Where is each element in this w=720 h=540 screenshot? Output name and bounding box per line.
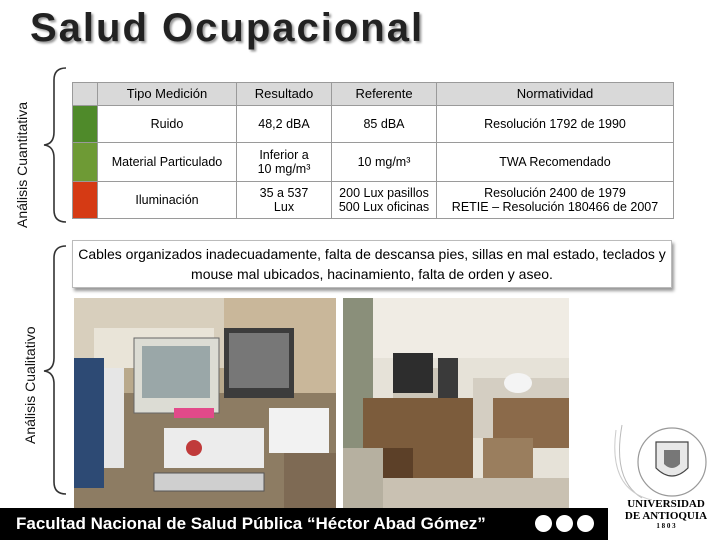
footer-bar: Facultad Nacional de Salud Pública “Héctor Abad Gómez” bbox=[0, 508, 608, 540]
row-color-swatch bbox=[73, 182, 98, 219]
cell-referente: 85 dBA bbox=[332, 106, 437, 143]
footer-dot-icon bbox=[535, 515, 552, 532]
cell-referente: 200 Lux pasillos 500 Lux oficinas bbox=[332, 182, 437, 219]
university-line2: DE ANTIOQUIA bbox=[624, 510, 708, 522]
header-tipo: Tipo Medición bbox=[98, 83, 237, 106]
table-row bbox=[73, 182, 674, 219]
university-line1: UNIVERSIDAD bbox=[627, 498, 705, 510]
slide-title: Salud Ocupacional bbox=[30, 6, 425, 50]
cell-resultado: 35 a 537 Lux bbox=[237, 182, 332, 219]
office-photo-room bbox=[343, 298, 569, 508]
university-year: 1 8 0 3 bbox=[656, 522, 676, 530]
qualitative-analysis-label: Análisis Cualitativo bbox=[22, 326, 38, 444]
row-color-swatch bbox=[73, 106, 98, 143]
cell-tipo: Ruido bbox=[98, 106, 237, 143]
qualitative-findings-box: Cables organizados inadecuadamente, falta de descansa pies, sillas en mal estado, teclados y mouse mal ubicados, hacinamiento, falta de orden y aseo. bbox=[72, 240, 672, 288]
qualitative-brace-icon bbox=[40, 244, 70, 496]
cell-resultado: Inferior a 10 mg/m³ bbox=[237, 143, 332, 182]
table-row bbox=[73, 106, 674, 143]
quantitative-analysis-label: Análisis Cuantitativa bbox=[14, 101, 30, 228]
cell-normatividad: Resolución 1792 de 1990 bbox=[437, 106, 674, 143]
table-row bbox=[73, 143, 674, 182]
office-photo-desk bbox=[74, 298, 336, 508]
footer-dot-icon bbox=[577, 515, 594, 532]
header-resultado: Resultado bbox=[237, 83, 332, 106]
cell-tipo: Material Particulado bbox=[98, 143, 237, 182]
cell-normatividad: TWA Recomendado bbox=[437, 143, 674, 182]
measurements-table bbox=[72, 82, 674, 219]
university-name bbox=[612, 498, 720, 530]
cell-referente: 10 mg/m³ bbox=[332, 143, 437, 182]
footer-dot-icon bbox=[556, 515, 573, 532]
header-referente: Referente bbox=[332, 83, 437, 106]
cell-normatividad: Resolución 2400 de 1979 RETIE – Resolución 180466 de 2007 bbox=[437, 182, 674, 219]
header-swatch-cell bbox=[73, 83, 98, 106]
quantitative-brace-icon bbox=[40, 66, 70, 224]
row-color-swatch bbox=[73, 143, 98, 182]
header-normatividad: Normatividad bbox=[437, 83, 674, 106]
table-header-row bbox=[73, 83, 674, 106]
cell-resultado: 48,2 dBA bbox=[237, 106, 332, 143]
cell-tipo: Iluminación bbox=[98, 182, 237, 219]
